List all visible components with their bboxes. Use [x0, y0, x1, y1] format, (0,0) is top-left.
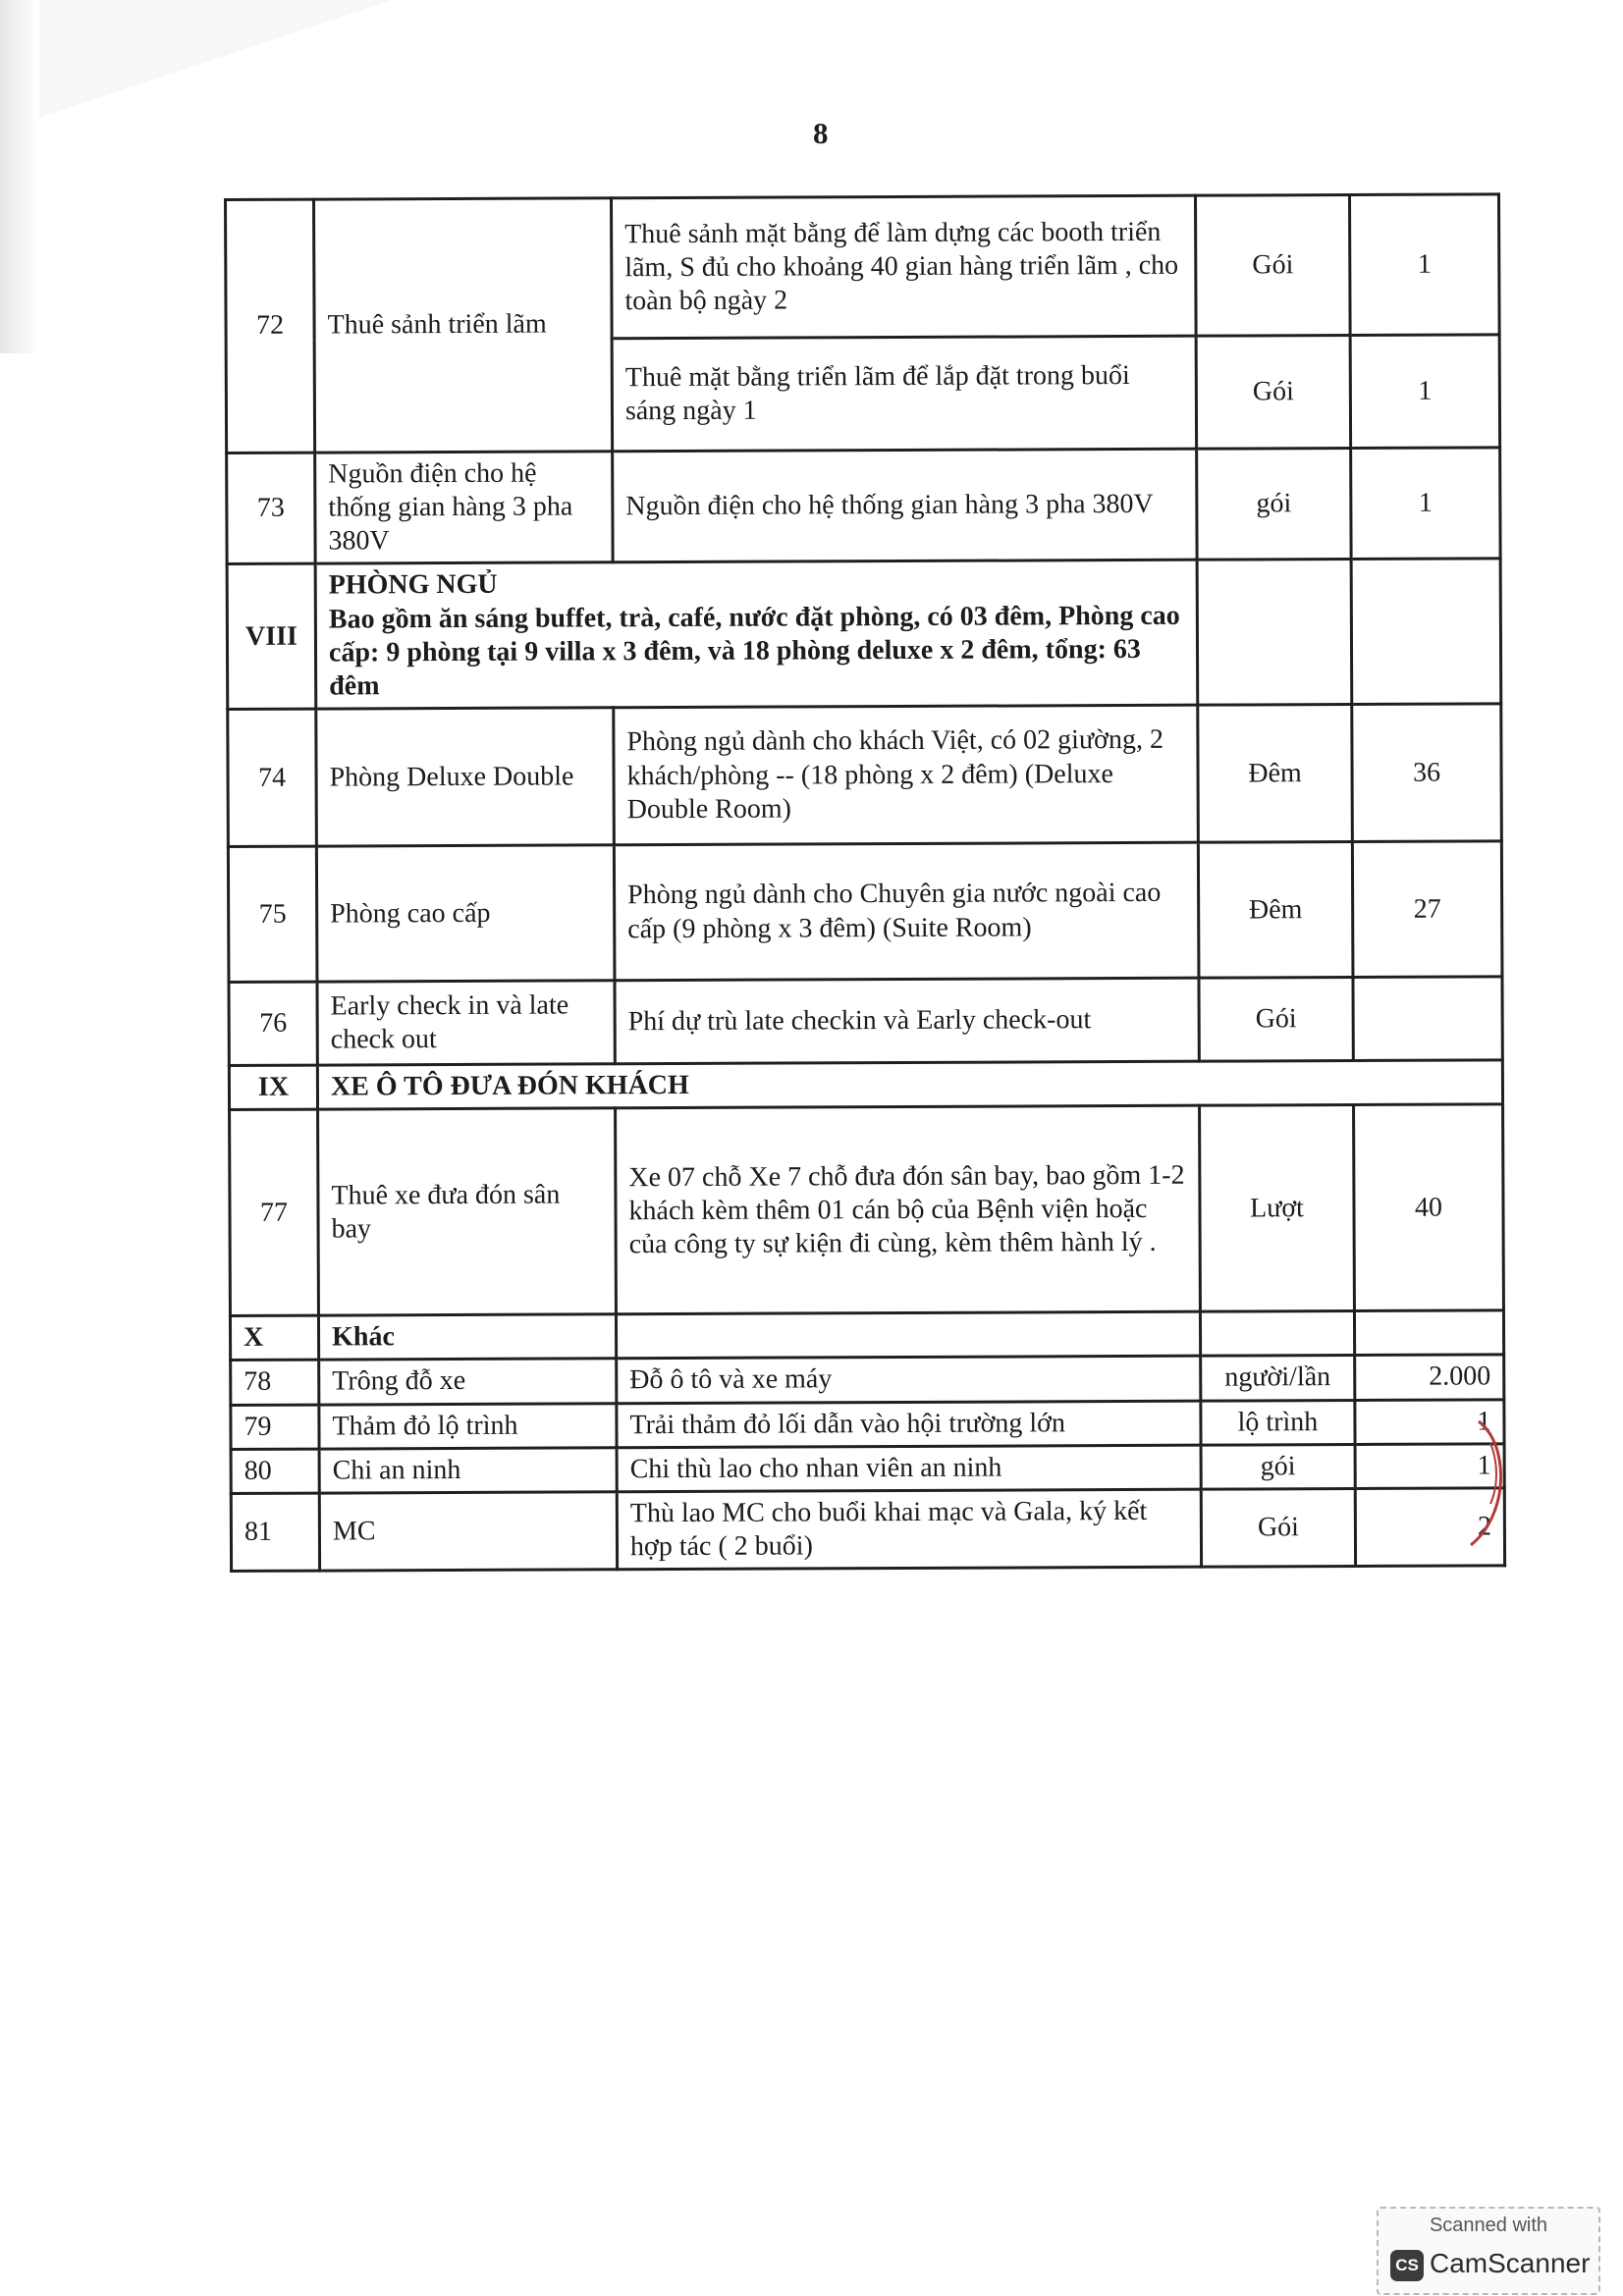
table-row	[231, 1399, 1504, 1449]
section-number: X	[230, 1315, 318, 1361]
section-title: Khác	[318, 1314, 616, 1360]
section-row	[229, 1060, 1502, 1110]
empty-cell	[1351, 559, 1501, 704]
item-description: Đỗ ô tô và xe máy	[617, 1357, 1201, 1404]
table-row	[226, 194, 1500, 341]
row-number: 77	[230, 1109, 319, 1315]
item-quantity: 2	[1355, 1488, 1504, 1567]
folded-corner	[39, 0, 393, 118]
item-quantity: 1	[1355, 1399, 1504, 1444]
item-description: Chi thù lao cho nhan viên an ninh	[617, 1445, 1201, 1492]
camscanner-watermark	[1377, 2207, 1600, 2295]
item-name: Thuê xe đưa đón sân bay	[318, 1108, 617, 1315]
item-description: Trải thảm đỏ lối dẫn vào hội trường lớn	[617, 1401, 1201, 1448]
item-quantity: 40	[1354, 1104, 1504, 1311]
cost-table	[224, 192, 1506, 1573]
item-name: Trông đỗ xe	[319, 1359, 617, 1404]
row-number: 75	[228, 846, 317, 982]
table-row	[230, 1104, 1504, 1316]
item-name: Chi an ninh	[319, 1447, 617, 1492]
item-name: MC	[319, 1492, 617, 1572]
item-quantity: 1	[1349, 194, 1499, 336]
section-row	[227, 559, 1501, 709]
table-row	[227, 448, 1500, 564]
item-unit: Lượt	[1200, 1105, 1355, 1312]
item-description: Thuê mặt bằng triển lãm để lắp đặt trong buổi sáng ngày 1	[612, 336, 1196, 452]
item-description: Thuê sảnh mặt bằng để làm dựng các booth triển lãm, S đủ cho khoảng 40 gian hàng triển lãm , cho toàn bộ ngày 2	[612, 195, 1197, 339]
item-description: Xe 07 chỗ Xe 7 chỗ đưa đón sân bay, bao gồm 1-2 khách kèm thêm 01 cán bộ của Bệnh viện hoặc của công ty sự kiện đi cùng, kèm thêm hành lý .	[616, 1105, 1201, 1314]
item-unit: người/lần	[1201, 1356, 1355, 1401]
section-title: XE Ô TÔ ĐƯA ĐÓN KHÁCH	[317, 1060, 1502, 1109]
item-description: Nguồn điện cho hệ thống gian hàng 3 pha 380V	[613, 449, 1197, 562]
empty-cell	[616, 1311, 1200, 1359]
item-unit: Gói	[1196, 335, 1351, 449]
empty-cell	[1197, 560, 1352, 705]
section-description: Bao gồm ăn sáng buffet, trà, café, nước đặt phòng, có 03 đêm, Phòng cao cấp: 9 phòng tại 9 villa x 3 đêm, và 18 phòng deluxe x 2 đêm, tổng: 63 đêm	[328, 600, 1180, 702]
section-title: PHÒNG NGỦ	[328, 569, 498, 602]
item-unit: Gói	[1195, 194, 1350, 336]
item-name: Early check in và late check out	[317, 981, 615, 1065]
table-row	[231, 1488, 1504, 1572]
item-unit: Đêm	[1198, 705, 1353, 843]
scan-shadow	[0, 0, 39, 353]
item-description: Phòng ngủ dành cho Chuyên gia nước ngoài cao cấp (9 phòng x 3 đêm) (Suite Room)	[614, 842, 1199, 981]
section-number: IX	[229, 1065, 317, 1110]
item-quantity	[1353, 977, 1502, 1061]
empty-cell	[1354, 1310, 1503, 1356]
camscanner-logo-icon: CS	[1390, 2250, 1424, 2281]
table-row	[231, 1444, 1504, 1494]
item-quantity: 36	[1352, 704, 1502, 842]
row-number: 81	[231, 1493, 319, 1572]
item-description: Thù lao MC cho buổi khai mạc và Gala, ký kết hợp tác ( 2 buổi)	[617, 1489, 1201, 1570]
table-row	[231, 1355, 1504, 1405]
row-number: 76	[229, 982, 317, 1065]
row-number: 74	[228, 709, 317, 846]
watermark-caption: Scanned with	[1429, 2215, 1548, 2236]
row-number: 78	[231, 1360, 319, 1405]
table-row	[228, 841, 1502, 983]
item-description: Phòng ngủ dành cho khách Việt, có 02 giường, 2 khách/phòng -- (18 phòng x 2 đêm) (Deluxe Double Room)	[614, 705, 1199, 845]
item-quantity: 2.000	[1355, 1355, 1504, 1400]
item-name: Nguồn điện cho hệ thống gian hàng 3 pha 380V	[315, 452, 613, 564]
section-content	[315, 561, 1198, 710]
row-number: 73	[227, 453, 315, 564]
item-quantity: 1	[1355, 1444, 1504, 1489]
table-row	[228, 704, 1502, 847]
item-name: Thảm đỏ lộ trình	[319, 1403, 617, 1448]
item-name: Thuê sảnh triển lãm	[314, 198, 613, 453]
item-quantity: 1	[1350, 335, 1500, 449]
item-name: Phòng Deluxe Double	[316, 708, 615, 846]
table-row	[229, 977, 1502, 1066]
page-number: 8	[813, 116, 829, 150]
item-description: Phí dự trù late checkin và Early check-out	[615, 978, 1199, 1064]
item-unit: Gói	[1199, 978, 1353, 1062]
item-unit: gói	[1197, 448, 1351, 560]
item-unit: lộ trình	[1201, 1400, 1355, 1445]
item-unit: gói	[1201, 1444, 1355, 1489]
signature-mark	[1469, 1414, 1508, 1551]
item-unit: Gói	[1201, 1488, 1355, 1567]
row-number: 72	[226, 199, 315, 453]
item-quantity: 27	[1352, 841, 1502, 978]
item-unit: Đêm	[1198, 842, 1353, 979]
row-number: 79	[231, 1405, 319, 1450]
section-row	[230, 1310, 1503, 1361]
empty-cell	[1200, 1311, 1354, 1357]
watermark-brand: CamScanner	[1430, 2248, 1591, 2278]
row-number: 80	[231, 1449, 319, 1494]
section-number: VIII	[227, 564, 316, 710]
item-name: Phòng cao cấp	[316, 845, 615, 982]
item-quantity: 1	[1351, 448, 1500, 560]
